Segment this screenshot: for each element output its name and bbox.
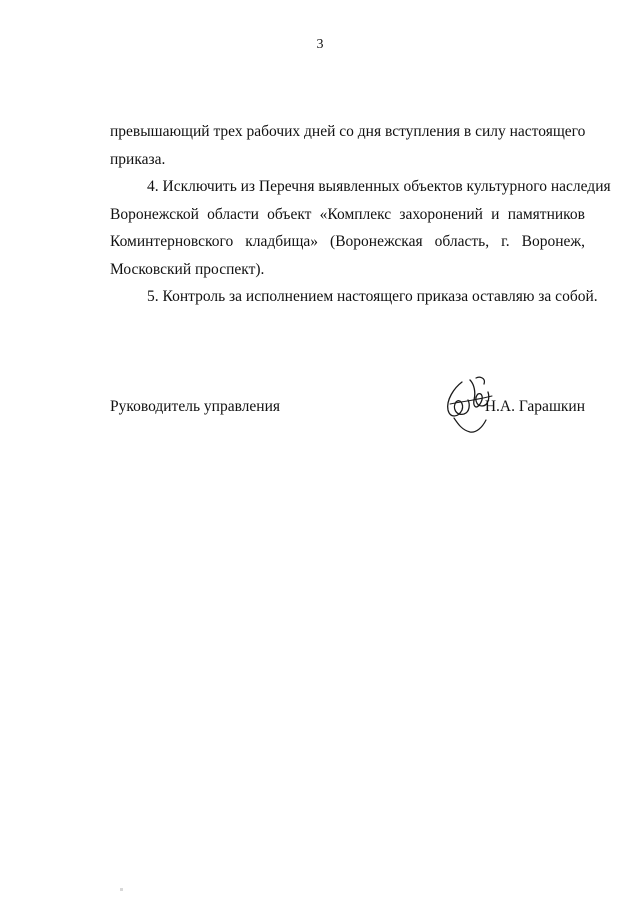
- page-number: 3: [316, 37, 324, 52]
- text-line: Воронежской области объект «Комплекс захоронений и памятников: [110, 205, 585, 223]
- signer-name: Н.А. Гарашкин: [484, 398, 585, 415]
- paragraph-item-4: [110, 173, 611, 283]
- paragraph-item-5: [110, 283, 598, 311]
- scan-artifact: [120, 888, 123, 891]
- text-line: Московский проспект).: [110, 260, 265, 278]
- text-line: приказа.: [110, 150, 166, 168]
- text-line: превышающий трех рабочих дней со дня вступления в силу настоящего: [110, 123, 586, 140]
- text-line: 4. Исключить из Перечня выявленных объектов культурного наследия: [147, 178, 611, 195]
- signature-block: [110, 398, 585, 438]
- text-line: 5. Контроль за исполнением настоящего приказа оставляю за собой.: [147, 288, 598, 305]
- paragraph-continuation: [110, 118, 585, 173]
- body-text: [110, 118, 611, 311]
- text-line: Коминтерновского кладбища» (Воронежская область, г. Воронеж,: [110, 233, 585, 250]
- signer-title: Руководитель управления: [110, 398, 281, 415]
